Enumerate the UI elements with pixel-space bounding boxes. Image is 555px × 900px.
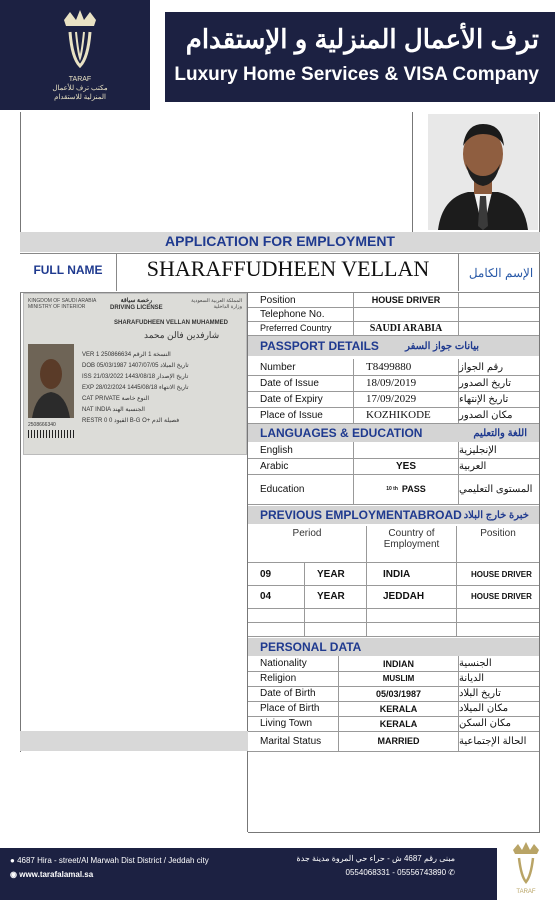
license-header-left: KINGDOM OF SAUDI ARABIA MINISTRY OF INTERIOR [28,298,97,310]
education-sup: 10 th [386,486,398,492]
employment-title: PREVIOUS EMPLOYMENTABROAD [260,508,462,522]
period-header: Period [292,528,322,539]
logo-text-ar-1: مكتب ترف للأعمال [52,85,108,92]
emp2-years: 04 [260,590,272,602]
passport-expiry-value: 17/09/2029 [353,391,458,407]
globe-icon: ◉ [10,870,17,879]
full-name-label: FULL NAME [20,253,117,291]
emp-empty-cell-c [456,608,539,622]
passport-issue-label: Date of Issue [260,377,319,389]
applicant-portrait-icon [428,114,538,230]
passport-place-label: Place of Issue [260,409,323,421]
passport-issue-row [248,375,539,392]
passport-place-ar: مكان الصدور [458,407,539,423]
passport-number-row [248,359,539,376]
living-town-ar: مكان السكن [458,716,539,731]
footer-website-text[interactable]: www.tarafalamal.sa [19,870,94,879]
emp-empty-cell-d [304,622,366,636]
living-town-row [248,716,539,732]
telephone-label: Telephone No. [260,308,325,320]
frame-photo-line [412,112,413,232]
logo-text-en: TARAF [68,76,92,83]
form-title: APPLICATION FOR EMPLOYMENT [165,233,395,249]
employment-row-empty-1 [248,608,539,623]
education-ar: المستوى التعليمي [458,474,539,504]
pob-value: KERALA [338,701,458,716]
license-line-restr: RESTR 0 القيود 0 B-G O+ فصيلة الدم [82,418,180,424]
passport-expiry-ar: تاريخ الإنتهاء [458,391,539,407]
employment-section-header [248,506,539,524]
license-name-en: SHARAFUDHEEN VELLAN MUHAMMED [114,320,228,326]
religion-label: Religion [260,673,297,684]
marital-ar: الحالة الإجتماعية [458,731,539,751]
nationality-row [248,656,539,672]
footer-address-text: 4687 Hira - street/Al Marwah Dist District / Jeddah city [17,856,209,865]
arabic-value: YES [353,458,458,474]
employment-row-1 [248,562,539,586]
pob-row [248,701,539,717]
license-line-dob: DOB 05/03/1987 تاريخ الميلاد 1407/07/05 [82,363,189,369]
nationality-label: Nationality [260,658,307,669]
license-name-ar: شارفدين فالن محمد [144,330,220,340]
frame-bottom-line [248,832,540,833]
education-row [248,474,539,505]
emp1-country: INDIA [366,563,456,585]
license-header-right: المملكة العربية السعودية وزارة الداخلية [191,298,242,310]
passport-place-value: KOZHIKODE [353,407,458,423]
employment-row-empty-2 [248,622,539,637]
emp1-unit: YEAR [304,563,366,585]
marital-value: MARRIED [338,731,458,751]
full-name-arabic-label: الإسم الكامل [468,266,534,280]
passport-title-ar: بيانات جواز السفر [405,340,479,352]
employment-header-row [248,526,539,563]
emp-empty-cell-b [366,608,456,622]
english-label: English [260,444,293,456]
languages-title: LANGUAGES & EDUCATION [260,426,423,440]
employment-row-2 [248,584,539,609]
location-pin-icon: ● [10,856,15,865]
living-town-label: Living Town [260,718,313,729]
passport-issue-value: 18/09/2019 [353,375,458,391]
emp1-years: 09 [260,568,272,580]
marital-row [248,731,539,752]
footer-crown-logo-icon [497,838,555,884]
crown-logo-icon [50,8,110,70]
religion-value: MUSLIM [338,671,458,686]
license-number: 2508666340 [28,422,56,428]
arabic-ar: العربية [458,458,539,474]
personal-section-header [248,638,539,656]
emp2-position: HOUSE DRIVER [456,584,539,608]
position-row [248,293,539,308]
footer-logo-text: TARAF [516,889,536,895]
english-value [353,442,458,458]
arabic-label: Arabic [260,460,289,472]
pob-ar: مكان الميلاد [458,701,539,716]
arabic-row [248,458,539,475]
passport-section-header [248,336,539,356]
passport-expiry-row [248,391,539,408]
marital-label: Marital Status [260,735,322,747]
emp-empty-cell-a [304,608,366,622]
footer-address-ar: مبنى رقم 4687 ش - حراء حي المروة مدينة جدة [296,854,455,863]
languages-title-ar: اللغة والتعليم [473,427,527,439]
license-photo [28,344,74,418]
nationality-value: INDIAN [338,656,458,671]
full-name-value: SHARAFFUDHEEN VELLAN [146,256,430,281]
name-divider [458,253,459,291]
preferred-country-value: SAUDI ARABIA [353,321,458,335]
license-barcode [28,430,74,438]
footer-website[interactable] [10,870,93,879]
telephone-empty-cell [458,307,539,321]
emp1-position: HOUSE DRIVER [456,563,539,585]
passport-expiry-label: Date of Expiry [260,393,323,405]
footer-address [10,856,209,865]
emp-empty-cell-e [366,622,456,636]
license-line-nat: NAT INDIA الجنسية الهند [82,407,145,413]
footer-logo [497,838,555,900]
education-label: Education [260,483,305,495]
company-logo [40,8,120,104]
preferred-country-empty-cell [458,321,539,335]
english-row [248,442,539,459]
dob-value: 05/03/1987 [338,686,458,701]
footer-phones-text: 0554068331 - 05556743890 [345,868,447,877]
position-header: Position [456,526,539,562]
passport-place-row [248,407,539,424]
position-value: HOUSE DRIVER [353,293,458,307]
education-value: PASS [401,484,426,494]
preferred-country-row [248,321,539,336]
employment-title-ar: خبرة خارج البلاد [463,509,529,521]
footer-phones [346,868,455,877]
frame-left-line-lower [20,292,21,752]
living-town-value: KERALA [338,716,458,731]
driving-license-image [23,293,247,455]
applicant-photo [428,114,538,230]
company-name-arabic: ترف الأعمال المنزلية و الإستقدام [185,24,539,54]
preferred-country-label: Preferred Country [260,323,332,333]
religion-ar: الديانة [458,671,539,686]
languages-section-header [248,424,539,442]
logo-text-ar-2: المنزلية للاستقدام [54,94,106,101]
telephone-value [353,307,458,321]
passport-number-value: T8499880 [353,359,458,375]
position-empty-cell [458,293,539,307]
passport-number-label: Number [260,361,296,373]
passport-title: PASSPORT DETAILS [260,339,379,353]
nationality-ar: الجنسية [458,656,539,671]
license-details [82,350,189,427]
passport-issue-ar: تاريخ الصدور [458,375,539,391]
country-header: Country of Employment [366,526,456,562]
emp2-country: JEDDAH [366,584,456,608]
personal-title: PERSONAL DATA [260,640,362,654]
emp-empty-cell-f [456,622,539,636]
emp2-unit: YEAR [304,584,366,608]
dob-label: Date of Birth [260,688,316,699]
whatsapp-icon: ✆ [448,868,455,877]
license-line-iss: ISS 21/03/2022 تاريخ الإصدار 1443/08/18 [82,374,189,380]
license-line-ver: VER 1 النسخة 1 الرقم 250866634 [82,352,171,358]
english-ar: الإنجليزية [458,442,539,458]
telephone-row [248,307,539,322]
frame-right-line [539,112,540,832]
license-portrait-icon [28,344,74,418]
dob-row [248,686,539,702]
dob-ar: تاريخ البلاد [458,686,539,701]
religion-row [248,671,539,687]
position-label: Position [260,294,296,306]
education-value-cell [353,474,458,504]
license-line-cat: CAT PRIVATE النوع خاصة [82,396,150,402]
license-header-mid: رخصة سياقة DRIVING LICENSE [110,298,163,311]
marital-left-band [20,731,248,751]
passport-number-ar: رقم الجواز [458,359,539,375]
license-line-exp: EXP 28/02/2024 تاريخ الانتهاء 1445/08/18 [82,385,189,391]
frame-left-line [20,112,21,232]
company-name-english: Luxury Home Services & VISA Company [174,64,539,85]
pob-label: Place of Birth [260,703,320,714]
